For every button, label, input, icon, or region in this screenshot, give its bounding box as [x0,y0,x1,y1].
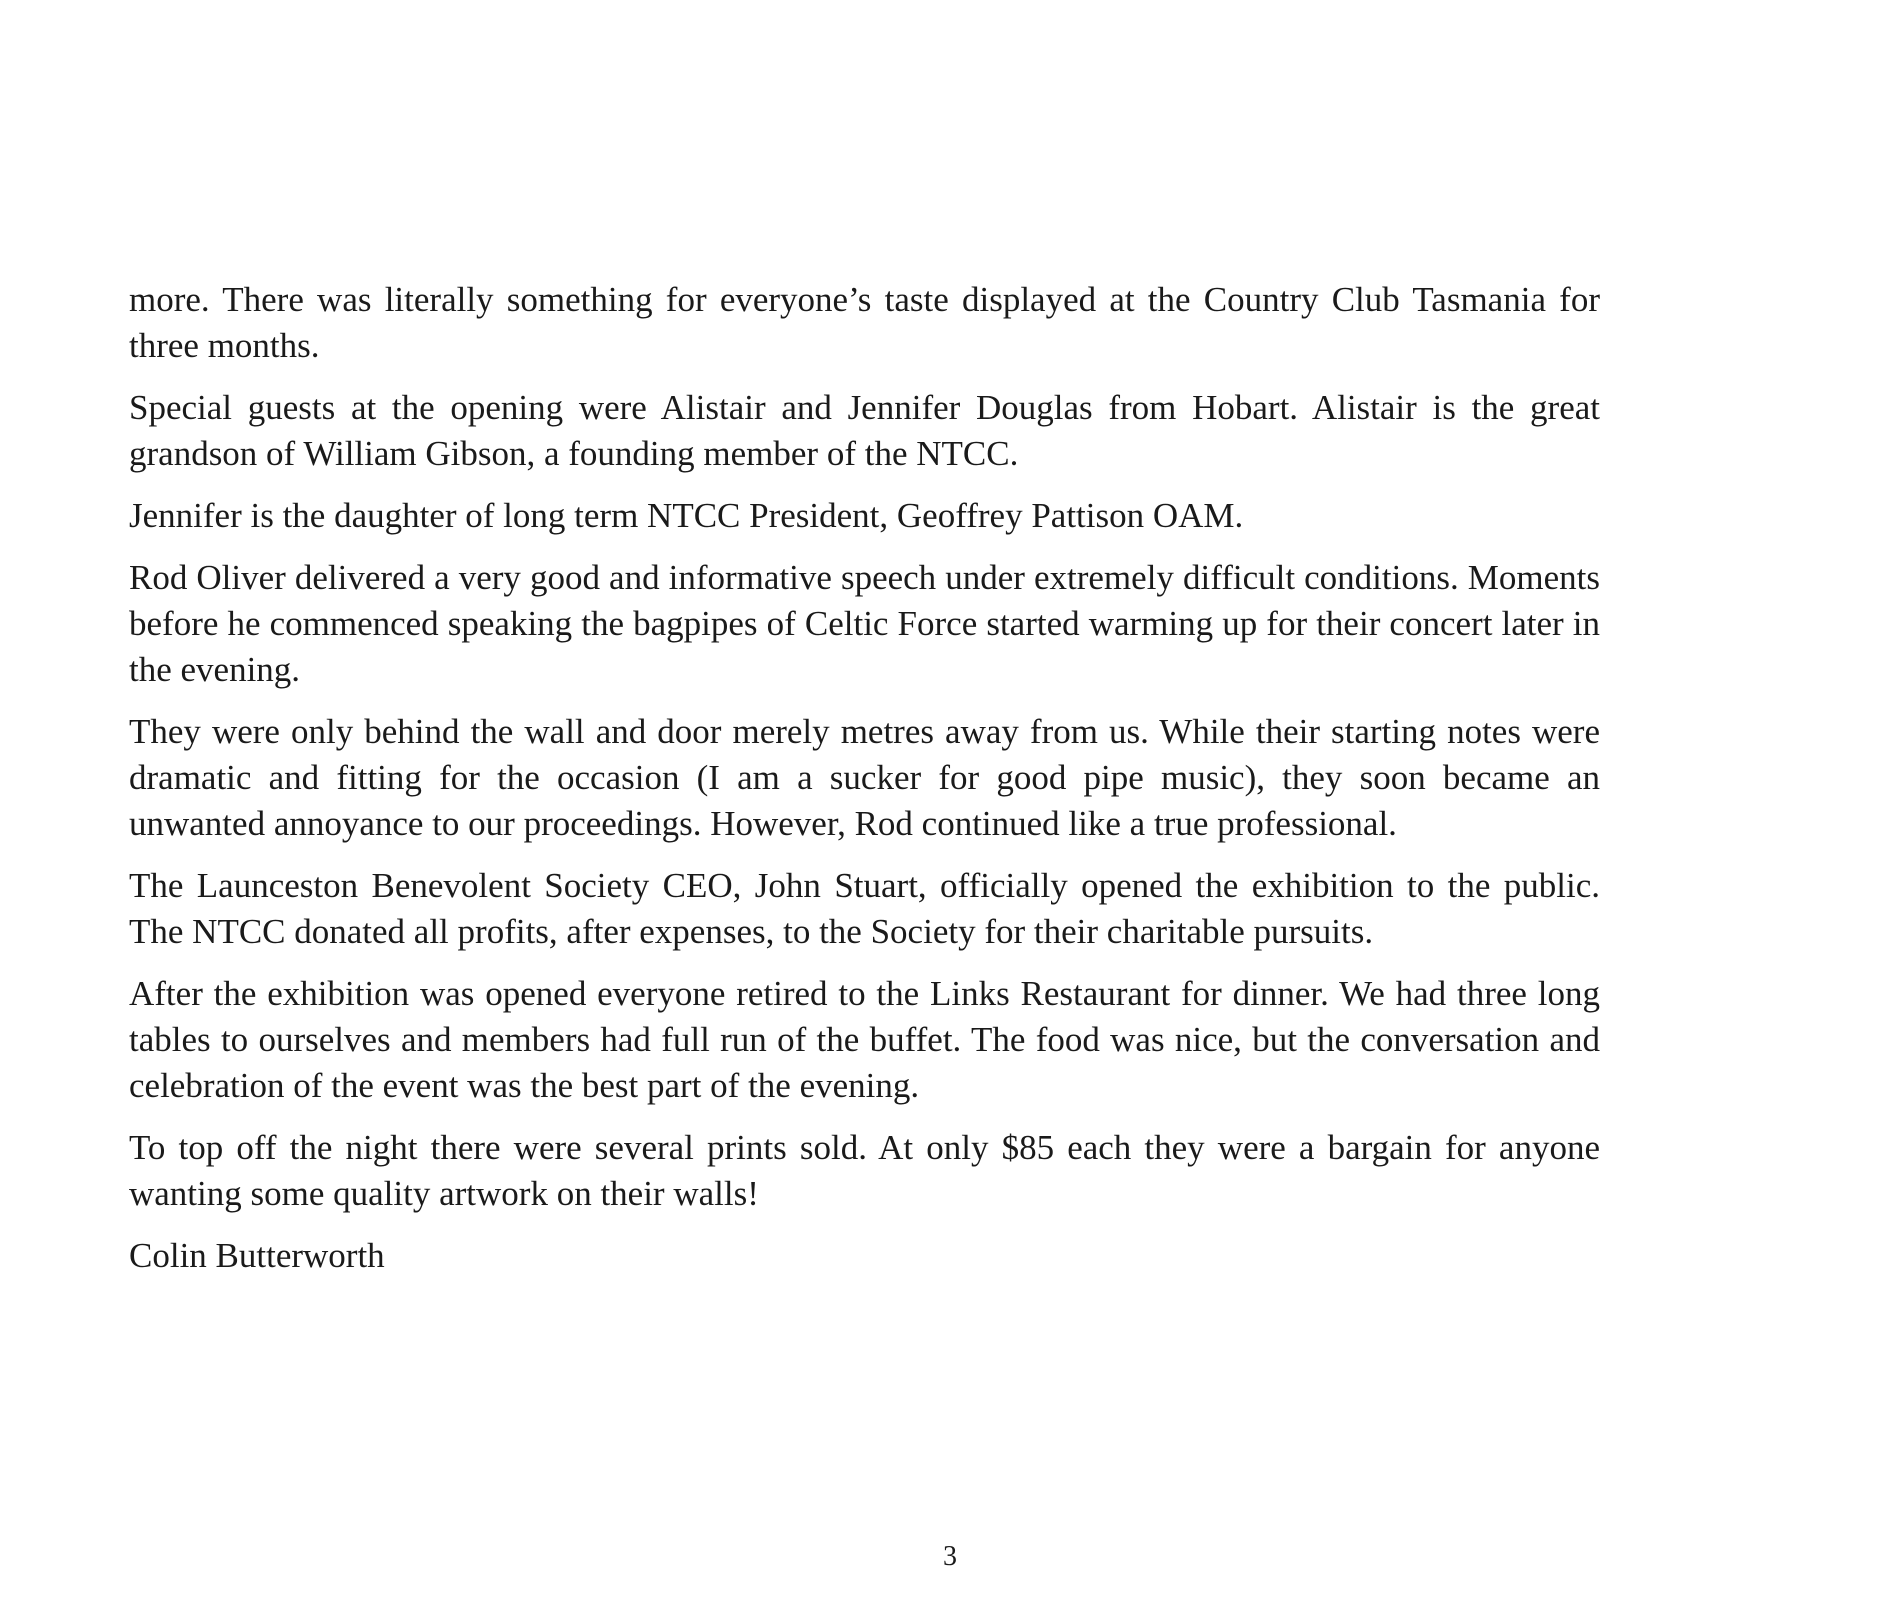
body-text [129,277,1600,1295]
page-number: 3 [943,1541,957,1572]
paragraph: After the exhibition was opened everyone retired to the Links Restaurant for dinner. We had three long tables to ourselves and members had full run of the buffet. The food was nice, but the conversation and celebration of the event was the best part of the evening. [129,974,1600,1105]
author-signature: Colin Butterworth [129,1236,385,1275]
paragraph: They were only behind the wall and door merely metres away from us. While their starting notes were dramatic and fitting for the occasion (I am a sucker for good pipe music), they soon became an unwanted annoyance to our proceedings. However, Rod continued like a true professional. [129,712,1600,843]
paragraph: Special guests at the opening were Alistair and Jennifer Douglas from Hobart. Alistair is the great grandson of William Gibson, a founding member of the NTCC. [129,388,1600,473]
paragraph: The Launceston Benevolent Society CEO, John Stuart, officially opened the exhibition to the public. The NTCC donated all profits, after expenses, to the Society for their charitable pursuits. [129,866,1600,951]
paragraph: Rod Oliver delivered a very good and informative speech under extremely difficult conditions. Moments before he commenced speaking the bagpipes of Celtic Force started warming up for their concert later in the evening. [129,558,1600,689]
paragraph: Jennifer is the daughter of long term NTCC President, Geoffrey Pattison OAM. [129,496,1244,535]
paragraph: To top off the night there were several prints sold. At only $85 each they were a bargain for anyone wanting some quality artwork on their walls! [129,1128,1600,1213]
paragraph: more. There was literally something for everyone’s taste displayed at the Country Club Tasmania for three months. [129,280,1600,365]
